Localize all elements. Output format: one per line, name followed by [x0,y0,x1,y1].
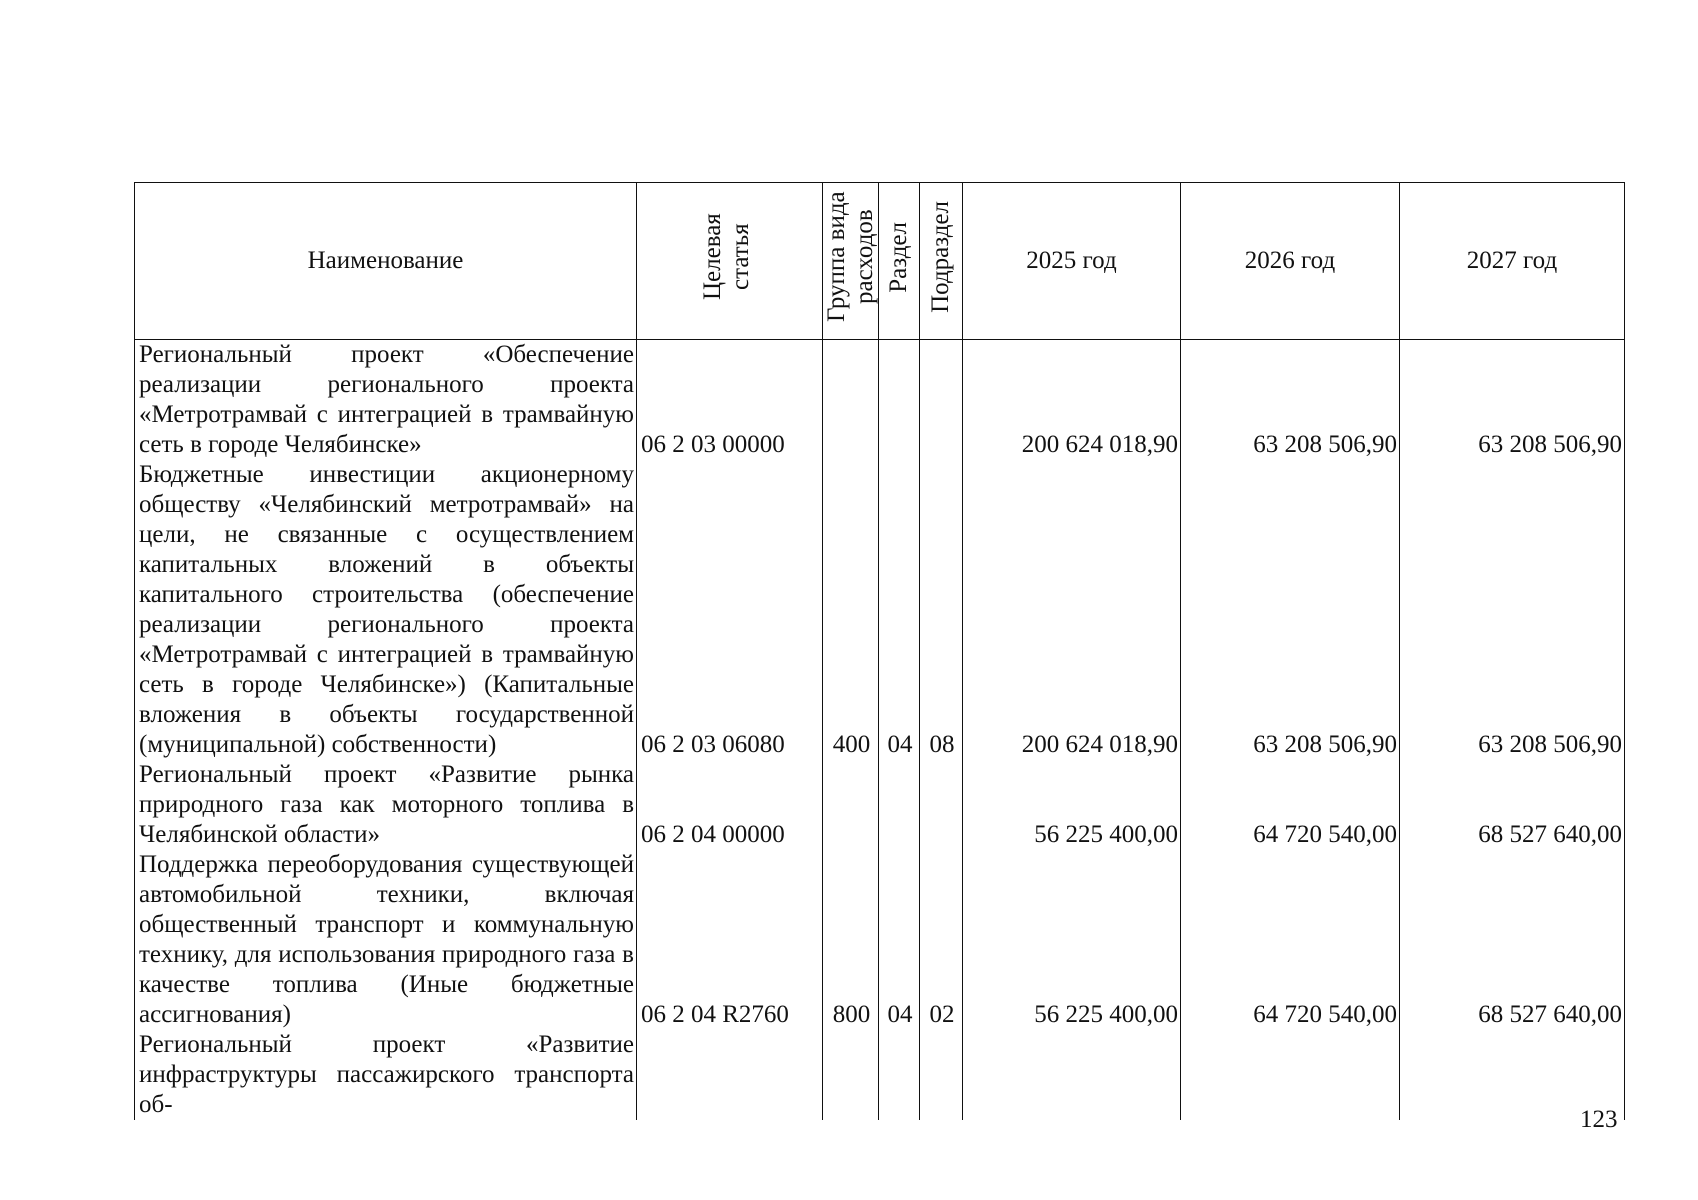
row-amount-2025: 56 225 400,00 [963,850,1181,1030]
row-amount-2025: 200 624 018,90 [963,460,1181,760]
header-subsection: Подраздел [920,183,963,340]
header-target-article: Целевая статья [637,183,823,340]
table-row [135,850,1625,1030]
row-code: 06 2 03 06080 [637,460,823,760]
row-name: Региональный проект «Развитие рынка природного газа как моторного топлива в Челябинской области» [135,760,637,850]
row-code: 06 2 03 00000 [637,340,823,461]
table-row [135,340,1625,461]
row-amount-2026: 63 208 506,90 [1181,460,1400,760]
row-code: 06 2 04 R2760 [637,850,823,1030]
table-header-row [135,183,1625,340]
row-amount-2025 [963,1030,1181,1120]
table-row [135,760,1625,850]
row-amount-2027: 63 208 506,90 [1400,340,1625,461]
row-section: 04 [879,850,920,1030]
row-name: Бюджетные инвестиции акционерному обществу «Челябинский метротрамвай» на цели, не связанные с осуществлением капитальных вложений в объекты капитального строительства (обеспечение реализации регионального проекта «Метротрамвай с интеграцией в трамвайную сеть в городе Челябинске») (Капитальные вложения в объекты государственной (муниципальной) собственности) [135,460,637,760]
row-expense-group [823,340,879,461]
row-amount-2026 [1181,1030,1400,1120]
row-code: 06 2 04 00000 [637,760,823,850]
row-amount-2027: 63 208 506,90 [1400,460,1625,760]
row-name: Региональный проект «Развитие инфраструктуры пассажирского транспорта об- [135,1030,637,1120]
row-expense-group: 400 [823,460,879,760]
header-name: Наименование [135,183,637,340]
header-2025: 2025 год [963,183,1181,340]
row-amount-2026: 64 720 540,00 [1181,850,1400,1030]
row-section [879,760,920,850]
header-2027: 2027 год [1400,183,1625,340]
row-code [637,1030,823,1120]
header-expense-group: Группа вида расходов [823,183,879,340]
row-name: Региональный проект «Обеспечение реализации регионального проекта «Метротрамвай с интеграцией в трамвайную сеть в городе Челябинске» [135,340,637,461]
budget-table [134,182,1625,1120]
row-amount-2026: 64 720 540,00 [1181,760,1400,850]
row-amount-2025: 200 624 018,90 [963,340,1181,461]
row-expense-group: 800 [823,850,879,1030]
row-section: 04 [879,460,920,760]
row-amount-2027: 68 527 640,00 [1400,760,1625,850]
header-section: Раздел [879,183,920,340]
row-subsection [920,1030,963,1120]
row-subsection: 08 [920,460,963,760]
row-amount-2027: 68 527 640,00 [1400,850,1625,1030]
row-amount-2025: 56 225 400,00 [963,760,1181,850]
row-subsection [920,760,963,850]
row-subsection [920,340,963,461]
row-subsection: 02 [920,850,963,1030]
row-expense-group [823,1030,879,1120]
page-number: 123 [1580,1106,1618,1133]
row-name: Поддержка переоборудования существующей автомобильной техники, включая общественный транспорт и коммунальную технику, для использования природного газа в качестве топлива (Иные бюджетные ассигнования) [135,850,637,1030]
row-expense-group [823,760,879,850]
table-row [135,1030,1625,1120]
row-amount-2026: 63 208 506,90 [1181,340,1400,461]
header-2026: 2026 год [1181,183,1400,340]
row-section [879,1030,920,1120]
row-section [879,340,920,461]
table-row [135,460,1625,760]
